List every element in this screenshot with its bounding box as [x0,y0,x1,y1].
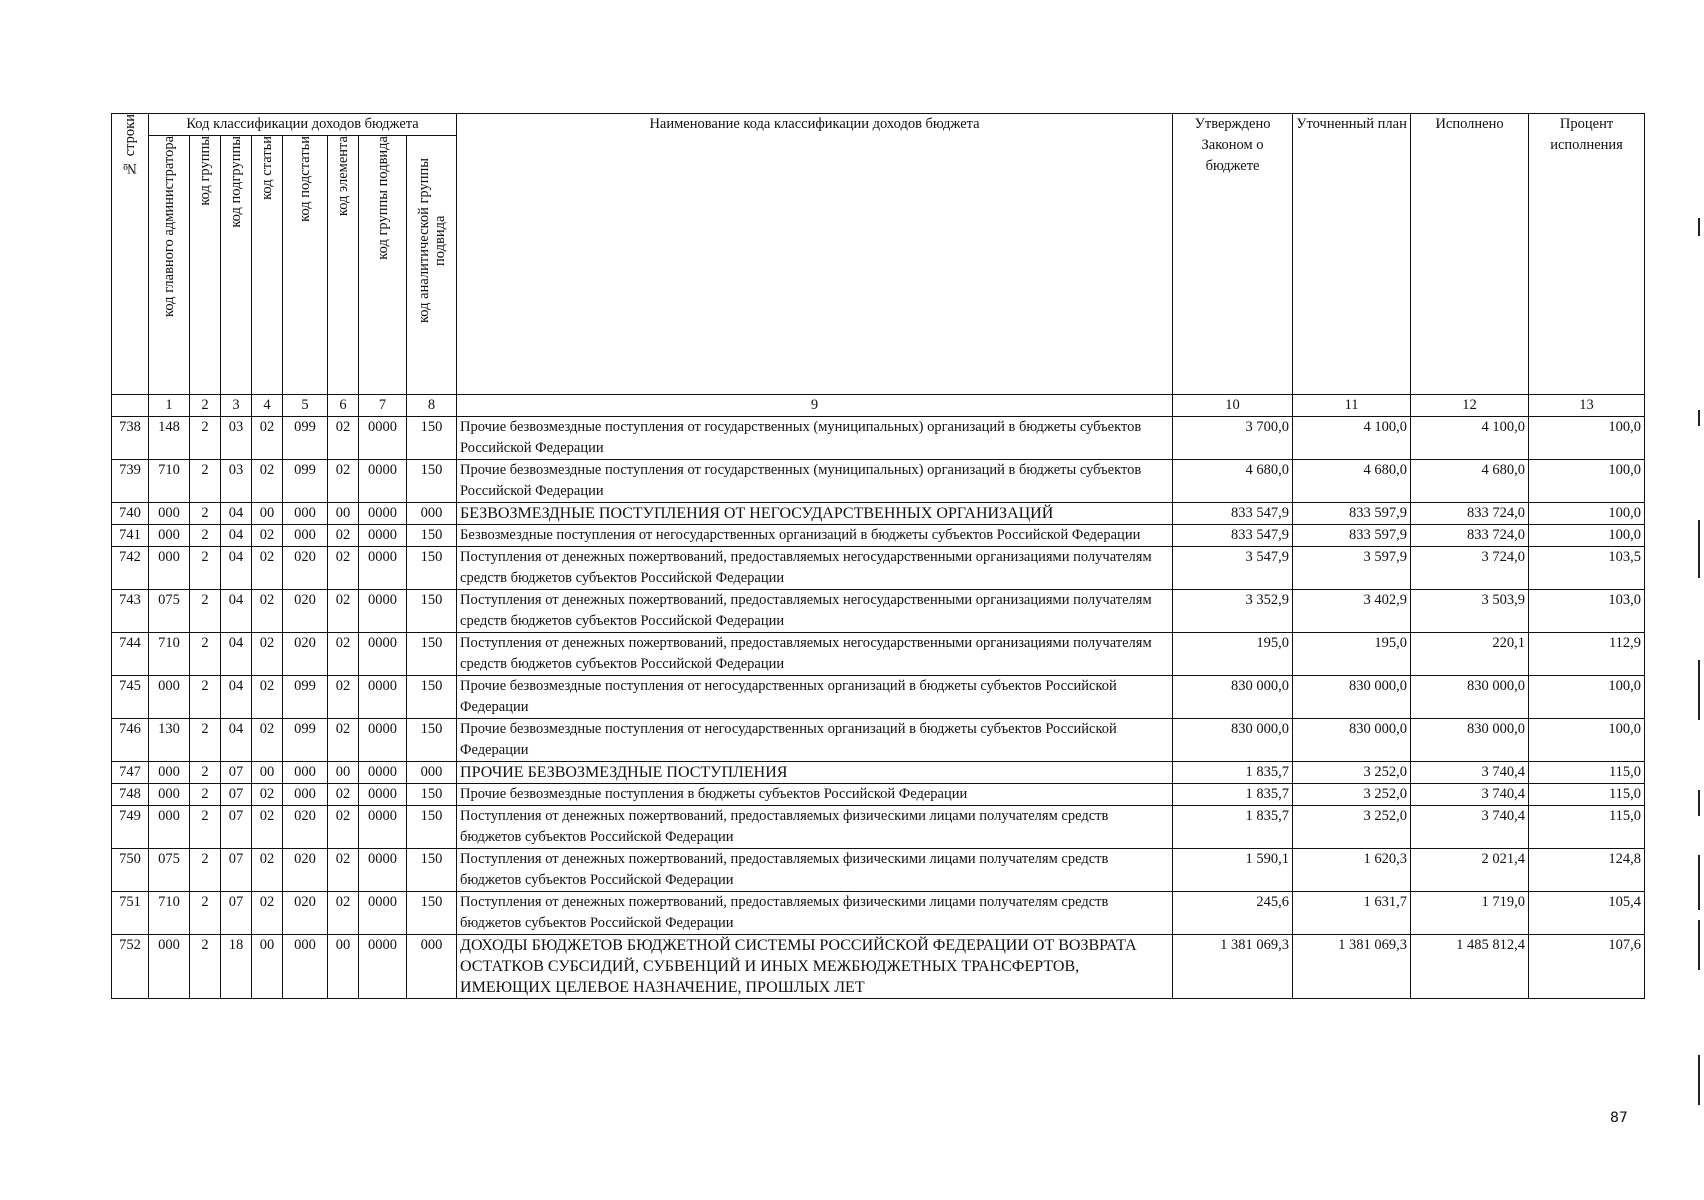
cell-code-element: 02 [328,849,359,892]
cell-code-article: 02 [252,806,283,849]
column-number: 10 [1173,395,1293,417]
cell-percent: 100,0 [1529,525,1645,547]
income-table [111,113,1645,999]
cell-code-group: 2 [190,676,221,719]
cell-code-element: 02 [328,590,359,633]
column-number: 5 [283,395,328,417]
column-number-row [112,395,1645,417]
cell-code-subarticle: 099 [283,676,328,719]
cell-code-analytic-group: 000 [407,503,457,525]
cell-row-number: 752 [112,935,149,999]
cell-code-article: 02 [252,633,283,676]
cell-refined: 3 597,9 [1293,547,1411,590]
cell-refined: 1 620,3 [1293,849,1411,892]
column-number: 2 [190,395,221,417]
cell-code-subgroup: 07 [221,892,252,935]
cell-code-subarticle: 000 [283,762,328,784]
cell-code-element: 02 [328,417,359,460]
column-number: 11 [1293,395,1411,417]
cell-code-subgroup: 03 [221,417,252,460]
header-code-analytic-group: код аналитической группы подвида [407,136,457,395]
cell-approved: 830 000,0 [1173,719,1293,762]
cell-row-number: 739 [112,460,149,503]
cell-code-element: 02 [328,460,359,503]
header-code-article: код статьи [252,136,283,395]
table-row [112,417,1645,460]
cell-code-article: 02 [252,784,283,806]
cell-refined: 833 597,9 [1293,525,1411,547]
cell-code-analytic-group: 000 [407,762,457,784]
table-row [112,503,1645,525]
cell-code-analytic-group: 000 [407,935,457,999]
cell-code-subgroup: 04 [221,503,252,525]
cell-row-number: 745 [112,676,149,719]
cell-code-subarticle: 020 [283,590,328,633]
cell-approved: 195,0 [1173,633,1293,676]
cell-code-subgroup: 04 [221,633,252,676]
cell-approved: 4 680,0 [1173,460,1293,503]
cell-code-article: 02 [252,849,283,892]
cell-percent: 103,5 [1529,547,1645,590]
cell-code-subgroup: 04 [221,547,252,590]
cell-code-subtype-group: 0000 [359,503,407,525]
cell-code-analytic-group: 150 [407,784,457,806]
cell-executed: 4 680,0 [1411,460,1529,503]
column-number: 6 [328,395,359,417]
cell-code-analytic-group: 150 [407,633,457,676]
cell-code-admin: 000 [149,547,190,590]
cell-code-subtype-group: 0000 [359,633,407,676]
scan-edge-mark [1698,410,1700,426]
cell-refined: 4 680,0 [1293,460,1411,503]
column-number: 3 [221,395,252,417]
cell-percent: 115,0 [1529,784,1645,806]
table-row [112,806,1645,849]
header-executed: Исполнено [1411,114,1529,395]
cell-code-group: 2 [190,590,221,633]
cell-code-group: 2 [190,503,221,525]
page-number: 87 [1610,1110,1628,1126]
header-code-subtype-group: код группы подвида [359,136,407,395]
cell-code-analytic-group: 150 [407,676,457,719]
cell-row-number: 747 [112,762,149,784]
cell-code-subtype-group: 0000 [359,417,407,460]
cell-code-admin: 000 [149,503,190,525]
cell-code-subarticle: 020 [283,849,328,892]
cell-name: Поступления от денежных пожертвований, предоставляемых негосударственными организациями получателям средств бюджетов субъектов Российской Федерации [457,633,1173,676]
cell-name: Поступления от денежных пожертвований, предоставляемых физическими лицами получателям средств бюджетов субъектов Российской Федерации [457,849,1173,892]
cell-code-group: 2 [190,892,221,935]
cell-row-number: 746 [112,719,149,762]
cell-refined: 3 252,0 [1293,762,1411,784]
column-number-blank [112,395,149,417]
cell-code-subtype-group: 0000 [359,806,407,849]
cell-row-number: 748 [112,784,149,806]
cell-refined: 830 000,0 [1293,719,1411,762]
cell-code-subgroup: 07 [221,849,252,892]
cell-code-element: 02 [328,784,359,806]
cell-code-subarticle: 000 [283,503,328,525]
cell-code-subgroup: 04 [221,590,252,633]
cell-percent: 105,4 [1529,892,1645,935]
cell-refined: 195,0 [1293,633,1411,676]
cell-executed: 833 724,0 [1411,503,1529,525]
scan-edge-mark [1698,520,1700,578]
column-number: 9 [457,395,1173,417]
cell-name: Прочие безвозмездные поступления от государственных (муниципальных) организаций в бюджеты субъектов Российской Федерации [457,417,1173,460]
cell-code-admin: 000 [149,676,190,719]
cell-code-admin: 710 [149,460,190,503]
cell-code-admin: 000 [149,806,190,849]
table-row [112,460,1645,503]
cell-code-subarticle: 099 [283,719,328,762]
column-number: 1 [149,395,190,417]
cell-code-subtype-group: 0000 [359,719,407,762]
cell-code-group: 2 [190,547,221,590]
cell-code-subtype-group: 0000 [359,935,407,999]
cell-name: БЕЗВОЗМЕЗДНЫЕ ПОСТУПЛЕНИЯ ОТ НЕГОСУДАРСТВЕННЫХ ОРГАНИЗАЦИЙ [457,503,1173,525]
scan-edge-mark [1698,790,1700,816]
cell-code-element: 00 [328,503,359,525]
table-row [112,719,1645,762]
cell-code-article: 00 [252,762,283,784]
column-number: 8 [407,395,457,417]
cell-refined: 830 000,0 [1293,676,1411,719]
cell-code-admin: 000 [149,935,190,999]
cell-name: ДОХОДЫ БЮДЖЕТОВ БЮДЖЕТНОЙ СИСТЕМЫ РОССИЙСКОЙ ФЕДЕРАЦИИ ОТ ВОЗВРАТА ОСТАТКОВ СУБСИДИЙ, СУБВЕНЦИЙ И ИНЫХ МЕЖБЮДЖЕТНЫХ ТРАНСФЕРТОВ, ИМЕЮЩИХ ЦЕЛЕВОЕ НАЗНАЧЕНИЕ, ПРОШЛЫХ ЛЕТ [457,935,1173,999]
table-row [112,892,1645,935]
cell-code-subgroup: 07 [221,784,252,806]
cell-percent: 112,9 [1529,633,1645,676]
table-row [112,762,1645,784]
header-row-1 [112,114,1645,136]
cell-name: Поступления от денежных пожертвований, предоставляемых негосударственными организациями получателям средств бюджетов субъектов Российской Федерации [457,547,1173,590]
cell-code-subarticle: 099 [283,460,328,503]
cell-code-element: 02 [328,719,359,762]
cell-code-analytic-group: 150 [407,892,457,935]
header-approved: Утверждено Законом о бюджете [1173,114,1293,395]
header-row-number: № строки [112,114,149,395]
cell-code-article: 02 [252,547,283,590]
cell-row-number: 751 [112,892,149,935]
cell-approved: 3 547,9 [1173,547,1293,590]
cell-executed: 3 503,9 [1411,590,1529,633]
cell-code-group: 2 [190,460,221,503]
cell-refined: 1 631,7 [1293,892,1411,935]
cell-name: ПРОЧИЕ БЕЗВОЗМЕЗДНЫЕ ПОСТУПЛЕНИЯ [457,762,1173,784]
header-code-subgroup: код подгруппы [221,136,252,395]
cell-code-element: 02 [328,806,359,849]
cell-row-number: 743 [112,590,149,633]
cell-row-number: 741 [112,525,149,547]
cell-approved: 833 547,9 [1173,525,1293,547]
cell-refined: 3 252,0 [1293,806,1411,849]
cell-approved: 1 835,7 [1173,762,1293,784]
cell-name: Прочие безвозмездные поступления в бюджеты субъектов Российской Федерации [457,784,1173,806]
cell-row-number: 744 [112,633,149,676]
cell-executed: 830 000,0 [1411,676,1529,719]
cell-name: Поступления от денежных пожертвований, предоставляемых негосударственными организациями получателям средств бюджетов субъектов Российской Федерации [457,590,1173,633]
cell-code-subarticle: 020 [283,547,328,590]
cell-code-analytic-group: 150 [407,417,457,460]
table-row [112,849,1645,892]
cell-executed: 3 740,4 [1411,762,1529,784]
cell-code-element: 00 [328,762,359,784]
cell-code-element: 02 [328,633,359,676]
cell-executed: 833 724,0 [1411,525,1529,547]
cell-code-subgroup: 04 [221,676,252,719]
cell-code-admin: 710 [149,633,190,676]
cell-name: Безвозмездные поступления от негосударственных организаций в бюджеты субъектов Российской Федерации [457,525,1173,547]
cell-approved: 3 700,0 [1173,417,1293,460]
cell-code-subtype-group: 0000 [359,762,407,784]
cell-refined: 3 252,0 [1293,784,1411,806]
header-code-subarticle: код подстатьи [283,136,328,395]
cell-percent: 115,0 [1529,762,1645,784]
cell-name: Поступления от денежных пожертвований, предоставляемых физическими лицами получателям средств бюджетов субъектов Российской Федерации [457,806,1173,849]
cell-executed: 1 719,0 [1411,892,1529,935]
cell-executed: 220,1 [1411,633,1529,676]
table-row [112,784,1645,806]
table-body [112,417,1645,999]
table-row [112,590,1645,633]
cell-code-analytic-group: 150 [407,525,457,547]
cell-percent: 100,0 [1529,503,1645,525]
cell-code-subgroup: 18 [221,935,252,999]
cell-name: Прочие безвозмездные поступления от негосударственных организаций в бюджеты субъектов Российской Федерации [457,676,1173,719]
cell-row-number: 750 [112,849,149,892]
header-percent: Процент исполнения [1529,114,1645,395]
cell-code-article: 02 [252,460,283,503]
cell-code-element: 02 [328,892,359,935]
cell-code-admin: 130 [149,719,190,762]
cell-code-article: 02 [252,590,283,633]
table-row [112,935,1645,999]
cell-code-subarticle: 020 [283,806,328,849]
cell-code-analytic-group: 150 [407,547,457,590]
table-row [112,547,1645,590]
cell-executed: 3 740,4 [1411,784,1529,806]
column-number: 13 [1529,395,1645,417]
cell-code-subgroup: 07 [221,762,252,784]
cell-code-group: 2 [190,417,221,460]
cell-code-article: 02 [252,417,283,460]
cell-code-subtype-group: 0000 [359,590,407,633]
cell-code-subarticle: 000 [283,784,328,806]
cell-refined: 4 100,0 [1293,417,1411,460]
cell-code-article: 02 [252,525,283,547]
cell-approved: 3 352,9 [1173,590,1293,633]
cell-code-subtype-group: 0000 [359,460,407,503]
cell-code-analytic-group: 150 [407,806,457,849]
cell-code-article: 00 [252,503,283,525]
cell-code-subgroup: 04 [221,719,252,762]
cell-code-admin: 000 [149,525,190,547]
cell-percent: 103,0 [1529,590,1645,633]
cell-code-element: 00 [328,935,359,999]
cell-code-group: 2 [190,849,221,892]
cell-code-admin: 148 [149,417,190,460]
cell-code-group: 2 [190,806,221,849]
header-code-element: код элемента [328,136,359,395]
cell-approved: 245,6 [1173,892,1293,935]
cell-name: Прочие безвозмездные поступления от негосударственных организаций в бюджеты субъектов Российской Федерации [457,719,1173,762]
cell-row-number: 749 [112,806,149,849]
cell-code-article: 00 [252,935,283,999]
cell-code-analytic-group: 150 [407,849,457,892]
cell-code-analytic-group: 150 [407,719,457,762]
cell-code-admin: 000 [149,784,190,806]
cell-code-subarticle: 020 [283,633,328,676]
cell-row-number: 738 [112,417,149,460]
cell-percent: 115,0 [1529,806,1645,849]
cell-code-analytic-group: 150 [407,460,457,503]
header-code-admin: код главного администратора [149,136,190,395]
cell-code-group: 2 [190,633,221,676]
cell-name: Поступления от денежных пожертвований, предоставляемых физическими лицами получателям средств бюджетов субъектов Российской Федерации [457,892,1173,935]
cell-code-group: 2 [190,935,221,999]
cell-percent: 100,0 [1529,676,1645,719]
cell-percent: 124,8 [1529,849,1645,892]
cell-code-admin: 075 [149,590,190,633]
column-number: 4 [252,395,283,417]
column-number: 12 [1411,395,1529,417]
cell-code-admin: 075 [149,849,190,892]
cell-code-subarticle: 099 [283,417,328,460]
table-row [112,633,1645,676]
scan-edge-mark [1698,855,1700,910]
cell-code-article: 02 [252,892,283,935]
cell-executed: 3 740,4 [1411,806,1529,849]
cell-percent: 100,0 [1529,719,1645,762]
cell-code-subarticle: 020 [283,892,328,935]
cell-code-subarticle: 000 [283,525,328,547]
cell-code-subarticle: 000 [283,935,328,999]
cell-approved: 830 000,0 [1173,676,1293,719]
cell-approved: 1 590,1 [1173,849,1293,892]
cell-code-group: 2 [190,762,221,784]
cell-executed: 1 485 812,4 [1411,935,1529,999]
cell-executed: 4 100,0 [1411,417,1529,460]
cell-code-article: 02 [252,676,283,719]
cell-name: Прочие безвозмездные поступления от государственных (муниципальных) организаций в бюджеты субъектов Российской Федерации [457,460,1173,503]
cell-code-subtype-group: 0000 [359,892,407,935]
cell-code-subgroup: 03 [221,460,252,503]
cell-percent: 100,0 [1529,460,1645,503]
header-classification-group: Код классификации доходов бюджета [149,114,457,136]
cell-refined: 1 381 069,3 [1293,935,1411,999]
header-refined: Уточненный план [1293,114,1411,395]
cell-code-subtype-group: 0000 [359,784,407,806]
cell-code-group: 2 [190,784,221,806]
column-number: 7 [359,395,407,417]
header-code-group: код группы [190,136,221,395]
cell-code-analytic-group: 150 [407,590,457,633]
cell-code-element: 02 [328,676,359,719]
cell-row-number: 742 [112,547,149,590]
cell-approved: 1 835,7 [1173,806,1293,849]
header-name: Наименование кода классификации доходов бюджета [457,114,1173,395]
cell-code-subgroup: 07 [221,806,252,849]
cell-code-group: 2 [190,719,221,762]
cell-executed: 830 000,0 [1411,719,1529,762]
cell-code-subgroup: 04 [221,525,252,547]
cell-code-subtype-group: 0000 [359,547,407,590]
cell-refined: 833 597,9 [1293,503,1411,525]
cell-approved: 1 381 069,3 [1173,935,1293,999]
cell-code-admin: 710 [149,892,190,935]
cell-executed: 3 724,0 [1411,547,1529,590]
table-row [112,676,1645,719]
cell-approved: 1 835,7 [1173,784,1293,806]
cell-percent: 107,6 [1529,935,1645,999]
cell-refined: 3 402,9 [1293,590,1411,633]
scan-edge-mark [1698,660,1700,720]
cell-code-subtype-group: 0000 [359,525,407,547]
cell-code-element: 02 [328,547,359,590]
scan-edge-mark [1698,218,1700,236]
scan-edge-mark [1698,920,1700,970]
cell-code-element: 02 [328,525,359,547]
cell-executed: 2 021,4 [1411,849,1529,892]
table-row [112,525,1645,547]
cell-code-subtype-group: 0000 [359,676,407,719]
cell-code-group: 2 [190,525,221,547]
cell-row-number: 740 [112,503,149,525]
cell-approved: 833 547,9 [1173,503,1293,525]
cell-code-admin: 000 [149,762,190,784]
cell-percent: 100,0 [1529,417,1645,460]
scan-edge-mark [1698,1055,1700,1105]
cell-code-article: 02 [252,719,283,762]
cell-code-subtype-group: 0000 [359,849,407,892]
